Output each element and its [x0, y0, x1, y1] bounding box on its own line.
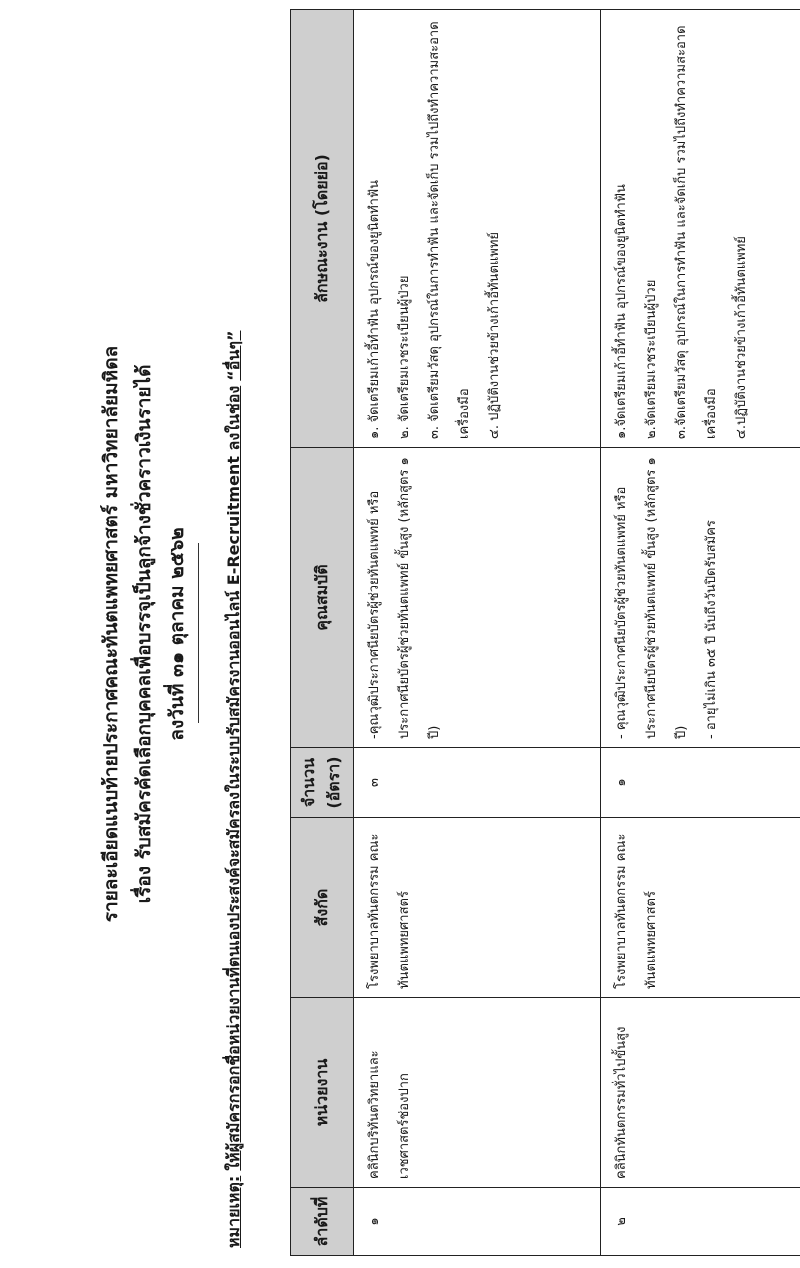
header-unit: หน่วยงาน	[291, 998, 354, 1188]
duty-line: ๓.จัดเตรียมวัสดุ อุปกรณ์ในการทำฟัน และจัดเก็บ รวมไปถึงทำความสะอาดเครื่องมือ	[674, 25, 719, 439]
cell-count: ๓	[354, 748, 601, 818]
qualification-line: - คุณวุฒิประกาศนียบัตรผู้ช่วยทันตแพทย์ หรือประกาศนียบัตรผู้ช่วยทันตแพทย์ ขั้นสูง (หลักสูตร ๑ ปี)	[614, 457, 689, 739]
cell-unit: คลินิกทันตกรรมทั่วไปขั้นสูง	[601, 998, 800, 1188]
duty-line: ๒. จัดเตรียมเวชระเบียนผู้ป่วย	[397, 275, 412, 439]
duty-line: ๔.ปฏิบัติงานช่วยข้างเก้าอี้ทันตแพทย์	[734, 236, 749, 439]
header-count: จำนวน (อัตรา)	[291, 748, 354, 818]
table-header-row	[291, 10, 354, 1256]
cell-affiliation: โรงพยาบาลทันตกรรม คณะทันตแพทยศาสตร์	[601, 818, 800, 998]
note-text: ให้ผู้สมัครกรอกชื่อหน่วยงานที่ตนเองประสงค์จะสมัครลงในระบบรับสมัครงานออนไลน์ E-Recruitment ลงในช่อง	[224, 385, 243, 1171]
cell-duties	[354, 10, 601, 448]
cell-no: ๑	[354, 1188, 601, 1256]
header-duties: ลักษณะงาน (โดยย่อ)	[291, 10, 354, 448]
cell-affiliation: โรงพยาบาลทันตกรรม คณะทันตแพทยศาสตร์	[354, 818, 601, 998]
duty-line: ๓. จัดเตรียมวัสดุ อุปกรณ์ในการทำฟัน และจัดเก็บ รวมไปถึงทำความสะอาดเครื่องมือ	[427, 21, 472, 439]
qualification-line: - อายุไม่เกิน ๓๕ ปี นับถึงวันปิดรับสมัคร	[704, 520, 719, 739]
qualification-line: -คุณวุฒิประกาศนียบัตรผู้ช่วยทันตแพทย์ หรือประกาศนียบัตรผู้ช่วยทันตแพทย์ ขั้นสูง (หลักสูตร ๑ ปี)	[367, 457, 442, 739]
header-qualification: คุณสมบัติ	[291, 448, 354, 748]
positions-table	[290, 9, 800, 1256]
doc-title-line-1: รายละเอียดแนบท้ายประกาศคณะทันตแพทยศาสตร์ มหาวิทยาลัยมหิดล	[100, 345, 122, 923]
header-affiliation: สังกัด	[291, 818, 354, 998]
table-row	[354, 10, 601, 1256]
cell-qualification	[601, 448, 800, 748]
note-emphasis: “อื่นๆ”	[224, 330, 243, 381]
duty-line: ๔. ปฏิบัติงานช่วยข้างเก้าอี้ทันตแพทย์	[487, 231, 502, 439]
note	[222, 331, 247, 1248]
duty-line: ๑.จัดเตรียมเก้าอี้ทำฟัน อุปกรณ์ของยูนิตทำฟัน	[614, 184, 629, 439]
table-row	[601, 10, 800, 1256]
cell-qualification	[354, 448, 601, 748]
doc-date-line: ลงวันที่ ๓๑ ตุลาคม ๒๕๖๒	[166, 527, 188, 741]
header-no: ลำดับที่	[291, 1188, 354, 1256]
header-divider	[198, 543, 199, 723]
doc-title-line-2: เรื่อง รับสมัครคัดเลือกบุคคลเพื่อบรรจุเป็นลูกจ้างชั่วคราวเงินรายได้	[133, 364, 155, 904]
duty-line: ๑. จัดเตรียมเก้าอี้ทำฟัน อุปกรณ์ของยูนิตทำฟัน	[367, 179, 382, 439]
duty-line: ๒.จัดเตรียมเวชระเบียนผู้ป่วย	[644, 279, 659, 439]
cell-duties	[601, 10, 800, 448]
cell-unit: คลินิกบริทันตวิทยาและเวชศาสตร์ช่องปาก	[354, 998, 601, 1188]
note-label: หมายเหตุ:	[224, 1175, 243, 1248]
cell-no: ๒	[601, 1188, 800, 1256]
cell-count: ๑	[601, 748, 800, 818]
